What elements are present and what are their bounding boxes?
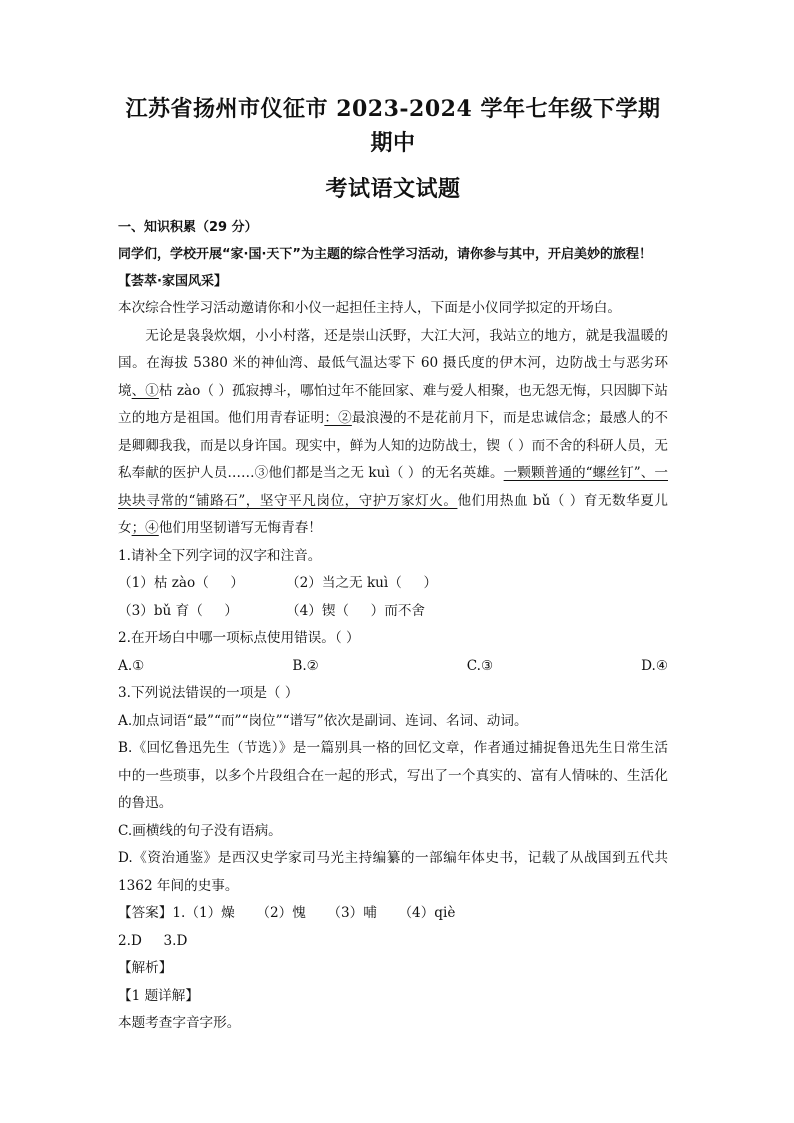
q2-option-a: A.① [118, 657, 145, 674]
subsection-heading: 【荟萃·家国风采】 [118, 274, 227, 289]
q1-stem: 1.请补全下列字词的汉字和注音。 [118, 547, 322, 564]
q1-item3: （3）bǔ 育（ ） [118, 602, 239, 619]
document-title-line2: 考试语文试题 [325, 176, 461, 202]
section-intro: 同学们，学校开展“家·国·天下”为主题的综合性学习活动，请你参与其中，开启美妙的旅程！ [118, 247, 652, 262]
q2-option-b: B.② [292, 657, 319, 674]
q1-item1: （1）枯 zào（ ） [118, 575, 244, 591]
analysis-q1-text: 本题考查字音字形。 [118, 1015, 241, 1031]
passage-part2: 枯 zào（ ）孤寂搏斗，哪怕过年不能回家、难与爱人相聚，也无怨无悔，只因脚下站立的地方是祖国。他们用青春证明 [118, 382, 669, 426]
q3-option-a: A.加点词语“最”“而”“岗位”“谱写”依次是副词、连词、名词、动词。 [118, 712, 528, 729]
q2-option-c: C.③ [466, 657, 494, 674]
passage [118, 323, 668, 543]
q2-option-d: D.④ [641, 657, 668, 674]
passage-part3: 最浪漫的不是花前月下，而是忠诚信念；最感人的不是卿卿我我，而是以身许国。现实中，鲜为人知的边防战士，锲（ ）而不舍的科研人员，无私奉献的医护人员……③他们都是当之无 kuì（ ）的无名英雄。 [118, 410, 669, 481]
analysis-heading: 【解析】 [118, 960, 173, 976]
document-title-line1: 江苏省扬州市仪征市 2023-2024 学年七年级下学期期中 [125, 96, 661, 156]
q2-options [118, 653, 668, 681]
q1-row1 [118, 570, 668, 598]
passage-part5: 他们用坚韧谱写无悔青春！ [158, 520, 322, 536]
q3-option-d: D.《资治通鉴》是西汉史学家司马光主持编纂的一部编年体史书，记载了从战国到五代共 1362 年间的史事。 [118, 850, 668, 894]
passage-mark2: ：② [324, 410, 352, 426]
passage-mark3: ；④ [131, 520, 159, 536]
passage-part1: 无论是袅袅炊烟，小小村落，还是崇山沃野，大江大河，我站立的地方，就是我温暖的国。在海拔 5380 米的神仙湾、最低气温达零下 60 摄氏度的伊木河，边防战士与恶劣环境 [118, 327, 668, 399]
passage-part4: 他们用热血 bǔ（ ）育无数华夏儿女 [118, 492, 668, 536]
subsection-lead: 本次综合性学习活动邀请你和小仪一起担任主持人，下面是小仪同学拟定的开场白。 [118, 300, 621, 316]
analysis-q1-heading: 【1 题详解】 [118, 987, 199, 1004]
q3-option-b: B.《回忆鲁迅先生（节选）》是一篇别具一格的回忆文章，作者通过捕捉鲁迅先生日常生活中的一些琐事，以多个片段组合在一起的形式，写出了一个真实的、富有人情味的、生活化的鲁迅。 [118, 740, 668, 811]
passage-underlined-sentence: 一颗颗普通的“螺丝钉”、一块块寻常的“铺路石”，坚守平凡岗位，守护万家灯火。 [118, 465, 668, 509]
q1-item4: （4）锲（ ）而不舍 [286, 602, 426, 619]
q3-option-c: C.画横线的句子没有语病。 [118, 822, 282, 839]
answer-line2: 2.D 3.D [118, 932, 188, 949]
q3-stem: 3.下列说法错误的一项是（ ） [118, 685, 299, 701]
q2-stem: 2.在开场白中哪一项标点使用错误。（ ） [118, 630, 360, 646]
q1-row2 [118, 598, 668, 626]
answer-line1: 【答案】1.（1）燥 （2）愧 （3）哺 （4）qiè [118, 905, 456, 921]
q1-item2: （2）当之无 kuì（ ） [286, 575, 438, 591]
section-heading: 一、知识积累（29 分） [118, 220, 258, 235]
passage-mark1: 、① [131, 382, 159, 399]
